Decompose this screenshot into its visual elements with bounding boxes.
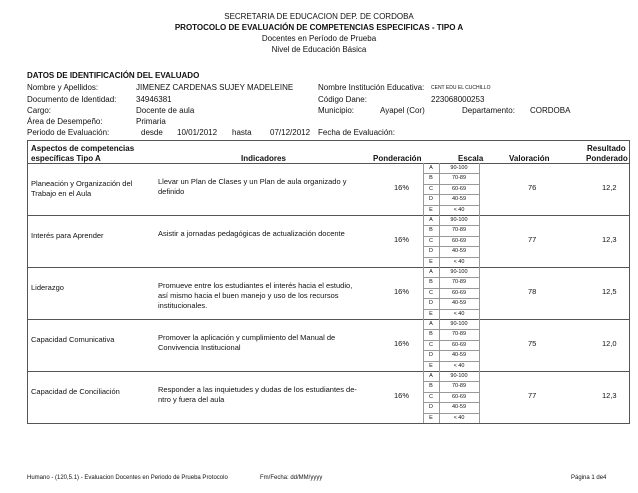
dane-value: 223068000253	[431, 95, 485, 104]
scale-range: 40-59	[451, 248, 467, 255]
col-aspects-1: Aspectos de competencias	[31, 144, 135, 153]
scale-range: 60-69	[451, 237, 467, 244]
footer-left: Humano - (120,5.1) - Evaluacion Docentes en Periodo de Prueba Protocolo	[27, 475, 228, 481]
scale-letter: C	[429, 237, 433, 244]
scale-letter: C	[429, 341, 433, 348]
header-line-1: SECRETARIA DE EDUCACION DEP. DE CORDOBA	[224, 12, 414, 21]
result-cell: 12,5	[602, 287, 617, 296]
doc-label: Documento de Identidad:	[27, 95, 117, 104]
weight-cell: 16%	[394, 339, 410, 348]
scale-divider	[423, 173, 479, 174]
period-to: 07/12/2012	[270, 128, 311, 137]
aspect-cell: Liderazgo	[31, 283, 64, 292]
ident-section-title: DATOS DE IDENTIFICACIÓN DEL EVALUADO	[27, 71, 200, 80]
aspect-cell: Planeación y Organización del Trabajo en el Aula	[31, 179, 133, 198]
scale-divider	[423, 340, 479, 341]
col-result-1: Resultado	[587, 144, 626, 153]
scale-letter: B	[429, 175, 433, 182]
dep-label: Departamento:	[462, 106, 515, 115]
weight-cell: 16%	[394, 391, 410, 400]
scale-letter: C	[429, 393, 433, 400]
scale-divider	[423, 298, 479, 299]
scale-divider	[423, 392, 479, 393]
period-to-label: hasta	[232, 128, 252, 137]
area-value: Primaria	[136, 117, 166, 126]
dane-label: Código Dane:	[318, 95, 367, 104]
scale-letter: C	[429, 289, 433, 296]
scale-divider	[423, 309, 479, 310]
mun-label: Municipio:	[318, 106, 355, 115]
scale-letter: A	[429, 321, 433, 327]
score-cell: 75	[528, 339, 537, 348]
result-cell: 12,3	[602, 235, 617, 244]
indicator-cell: Promover la aplicación y cumplimiento del Manual de Convivencia Institucional	[158, 333, 336, 352]
score-cell: 76	[528, 183, 537, 192]
weight-cell: 16%	[394, 183, 410, 192]
scale-range: 60-69	[451, 393, 467, 400]
scale-divider	[423, 257, 479, 258]
scale-letter: A	[429, 217, 433, 223]
scale-range: 90-100	[450, 217, 468, 223]
scale-divider	[423, 246, 479, 247]
scale-range: < 40	[453, 206, 465, 213]
scale-letter: B	[429, 331, 433, 338]
weight-cell: 16%	[394, 235, 410, 244]
cargo-label: Cargo:	[27, 106, 52, 115]
scale-range: 90-100	[450, 373, 468, 379]
indicator-cell: Responder a las inquietudes y dudas de los estudiantes de-ntro y fuera del aula	[158, 385, 357, 404]
scale-divider	[423, 361, 479, 362]
scale-range: 60-69	[451, 341, 467, 348]
scale-divider	[423, 402, 479, 403]
header-title: PROTOCOLO DE EVALUACIÓN DE COMPETENCIAS ESPECIFICAS - TIPO A	[174, 23, 464, 32]
scale-letter: B	[429, 383, 433, 390]
scale-range: 90-100	[450, 269, 468, 275]
inst-value: CENT EDU EL CUCHILLO	[431, 85, 491, 91]
scale-range: 70-89	[451, 227, 467, 234]
period-label: Periodo de Evaluación:	[27, 128, 110, 137]
scale-divider	[423, 205, 479, 206]
period-from-label: desde	[141, 128, 163, 137]
mun-value: Ayapel (Cor)	[380, 106, 425, 115]
scale-divider	[423, 225, 479, 226]
competencies-table	[27, 140, 630, 424]
scale-letter: D	[429, 300, 433, 307]
footer-date: Fm/Fecha: dd/MM/yyyy	[260, 475, 323, 481]
scale-divider	[423, 277, 479, 278]
score-cell: 77	[528, 235, 537, 244]
doc-value: 34946381	[136, 95, 172, 104]
score-cell: 78	[528, 287, 537, 296]
scale-range: < 40	[453, 310, 465, 317]
header-line-3: Docentes en Período de Prueba	[261, 34, 377, 43]
scale-range: 90-100	[450, 321, 468, 327]
footer-page: Página 1 de4	[571, 475, 607, 481]
scale-range: 70-89	[451, 279, 467, 286]
scale-letter: B	[429, 279, 433, 286]
scale-range: 40-59	[451, 196, 467, 203]
col-indicators: Indicadores	[241, 154, 286, 163]
scale-divider	[423, 184, 479, 185]
scale-letter: C	[429, 185, 433, 192]
header-line-4: Nivel de Educación Básica	[271, 45, 367, 54]
result-cell: 12,3	[602, 391, 617, 400]
scale-letter: E	[429, 362, 433, 369]
scale-range: 60-69	[451, 289, 467, 296]
scale-range: < 40	[453, 414, 465, 421]
indicator-cell: Asistir a jornadas pedagógicas de actualización docente	[158, 229, 345, 238]
result-cell: 12,0	[602, 339, 617, 348]
col-scale: Escala	[458, 154, 484, 163]
scale-range: < 40	[453, 362, 465, 369]
scale-divider	[423, 413, 479, 414]
eval-date-label: Fecha de Evaluación:	[318, 128, 395, 137]
col-weight: Ponderación	[373, 154, 422, 163]
indicator-cell: Llevar un Plan de Clases y un Plan de aula organizado y definido	[158, 177, 347, 196]
scale-letter: D	[429, 248, 433, 255]
scale-divider	[423, 288, 479, 289]
scale-letter: D	[429, 404, 433, 411]
dep-value: CORDOBA	[530, 106, 571, 115]
scale-range: 40-59	[451, 300, 467, 307]
scale-range: < 40	[453, 258, 465, 265]
aspect-cell: Capacidad de Conciliación	[31, 387, 120, 396]
col-aspects-2: específicas Tipo A	[31, 154, 101, 163]
scale-range: 70-89	[451, 383, 467, 390]
scale-range: 70-89	[451, 331, 467, 338]
score-cell: 77	[528, 391, 537, 400]
weight-cell: 16%	[394, 287, 410, 296]
period-from: 10/01/2012	[177, 128, 218, 137]
scale-letter: A	[429, 373, 433, 379]
scale-letter: E	[429, 414, 433, 421]
area-label: Área de Desempeño:	[27, 117, 103, 126]
scale-letter: A	[429, 269, 433, 275]
result-cell: 12,2	[602, 183, 617, 192]
scale-letter: E	[429, 310, 433, 317]
scale-divider	[423, 381, 479, 382]
aspect-cell: Interés para Aprender	[31, 231, 104, 240]
scale-letter: B	[429, 227, 433, 234]
scale-divider	[423, 329, 479, 330]
scale-letter: A	[429, 165, 433, 171]
cargo-value: Docente de aula	[136, 106, 195, 115]
scale-letter: E	[429, 206, 433, 213]
col-result-2: Ponderado	[586, 154, 628, 163]
name-value: JIMENEZ CARDENAS SUJEY MADELEINE	[136, 83, 294, 92]
scale-letter: E	[429, 258, 433, 265]
scale-letter: D	[429, 352, 433, 359]
scale-range: 90-100	[450, 165, 468, 171]
scale-divider	[423, 236, 479, 237]
scale-range: 60-69	[451, 185, 467, 192]
scale-letter: D	[429, 196, 433, 203]
scale-divider	[423, 194, 479, 195]
name-label: Nombre y Apellidos:	[27, 83, 99, 92]
scale-divider	[423, 350, 479, 351]
col-score: Valoración	[509, 154, 550, 163]
aspect-cell: Capacidad Comunicativa	[31, 335, 115, 344]
inst-label: Nombre Institución Educativa:	[318, 83, 425, 92]
scale-range: 40-59	[451, 404, 467, 411]
scale-range: 70-89	[451, 175, 467, 182]
scale-range: 40-59	[451, 352, 467, 359]
indicator-cell: Promueve entre los estudiantes el interés hacia el estudio, así mismo hacia el buen manejo y uso de los recursos institucionales.	[158, 281, 353, 310]
